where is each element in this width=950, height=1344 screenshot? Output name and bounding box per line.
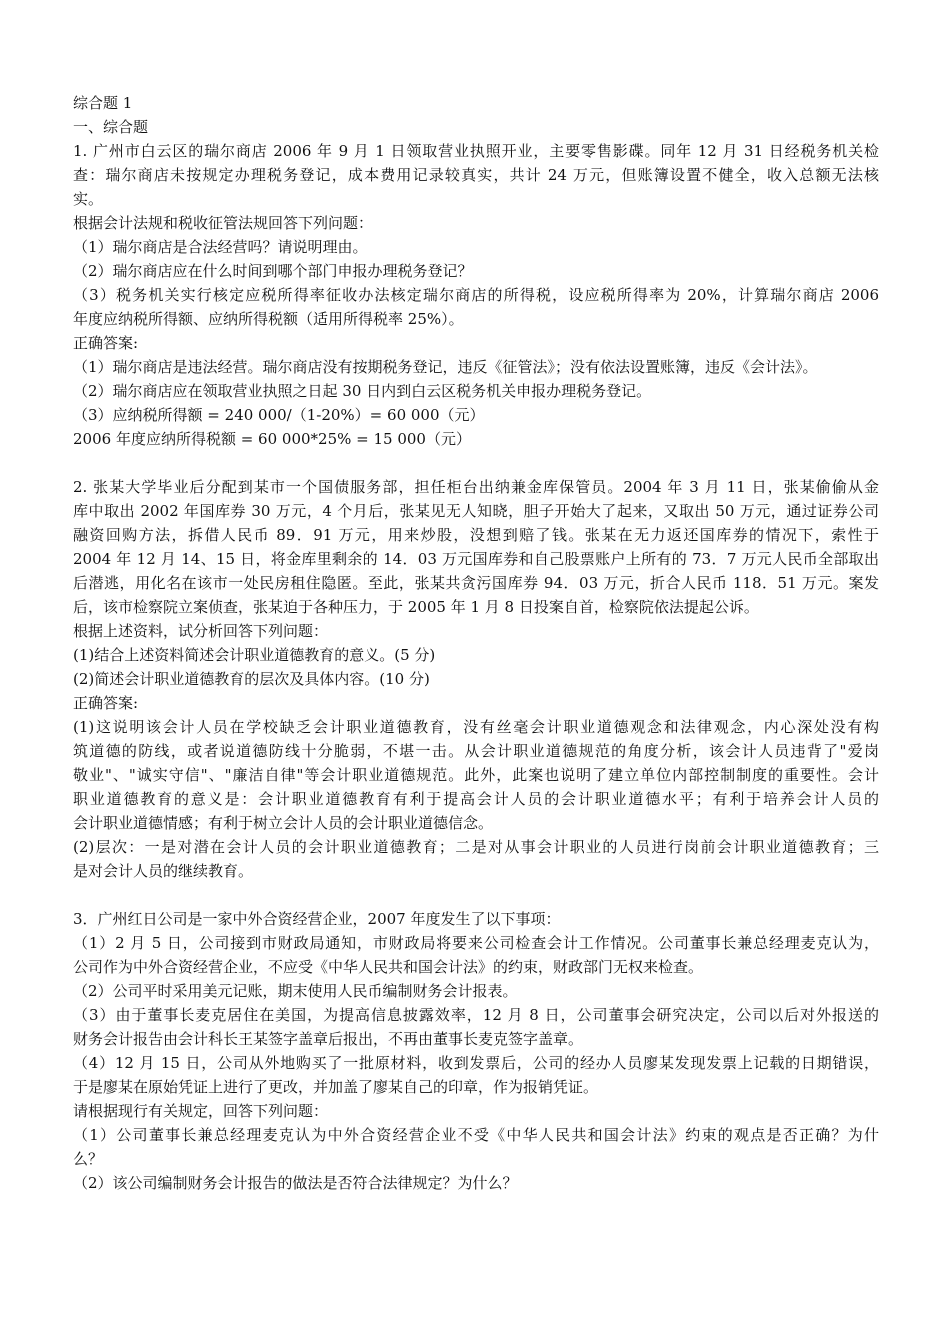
paragraph-line: 会计职业道德情感；有利于树立会计人员的会计职业道德信念。 (73, 814, 494, 832)
paragraph-line: 库中取出 2002 年国库券 30 万元，4 个月后，张某见无人知晓，胆子开始大了起来，又取出 50 万元，通过证券公司 (73, 502, 879, 520)
paragraph-line: 2004 年 12 月 14、15 日，将金库里剩余的 14．03 万元国库券和自己股票账户上所有的 73．7 万元人民币全部取出 (73, 550, 879, 568)
paragraph-line: 根据上述资料，试分析回答下列问题： (73, 622, 329, 640)
answer-label: 正确答案: (73, 334, 139, 352)
paragraph-line: 2006 年度应纳所得税额 = 60 000*25% = 15 000（元） (73, 430, 471, 448)
paragraph-line: 财务会计报告由会计科长王某签字盖章后报出，不再由董事长麦克签字盖章。 (73, 1030, 584, 1048)
paragraph-line: 请根据现行有关规定，回答下列问题： (73, 1102, 329, 1120)
paragraph-line: （2）瑞尔商店应在领取营业执照之日起 30 日内到白云区税务机关申报办理税务登记。 (73, 382, 652, 400)
question-1 (73, 139, 879, 451)
question-3 (73, 907, 879, 1195)
paragraph-line: （3）应纳税所得额 = 240 000/（1-20%）= 60 000（元） (73, 406, 485, 424)
paragraph-line: (1)结合上述资料简述会计职业道德教育的意义。(5 分) (73, 646, 436, 664)
paragraph-line: 是对会计人员的继续教育。 (73, 862, 254, 880)
paragraph-line: （2）瑞尔商店应在什么时间到哪个部门申报办理税务登记？ (73, 262, 473, 280)
paragraph-line: 查：瑞尔商店未按规定办理税务登记，成本费用记录较真实，共计 24 万元，但账簿设置不健全，收入总额无法核 (73, 166, 879, 184)
paragraph-line: 敬业"、"诚实守信"、"廉洁自律"等会计职业道德规范。此外，此案也说明了建立单位内部控制制度的重要性。会计 (73, 766, 879, 784)
paragraph-line: 于是廖某在原始凭证上进行了更改，并加盖了廖某自己的印章，作为报销凭证。 (73, 1078, 599, 1096)
paragraph-line: 根据会计法规和税收征管法规回答下列问题： (73, 214, 374, 232)
paragraph-line: （1）瑞尔商店是合法经营吗？请说明理由。 (73, 238, 368, 256)
paragraph-line: （3）由于董事长麦克居住在美国，为提高信息披露效率，12 月 8 日，公司董事会研究决定，公司以后对外报送的 (73, 1006, 879, 1024)
paragraph-line: 实。 (73, 190, 104, 208)
document-title: 综合题 1 (73, 94, 133, 112)
paragraph-line: 融资回购方法，拆借人民币 89．91 万元，用来炒股，没想到赔了钱。张某在无力返还国库券的情况下，索性于 (73, 526, 879, 544)
paragraph-line: (2)简述会计职业道德教育的层次及具体内容。(10 分) (73, 670, 430, 688)
blank-line (73, 451, 879, 475)
paragraph-line: （2）该公司编制财务会计报告的做法是否符合法律规定？为什么？ (73, 1174, 518, 1192)
question-2 (73, 475, 879, 883)
document-body (73, 91, 879, 1195)
paragraph-line: 筑道德的防线，或者说道德防线十分脆弱，不堪一击。从会计职业道德规范的角度分析，该会计人员违背了"爱岗 (73, 742, 879, 760)
answer-label: 正确答案: (73, 694, 139, 712)
section-heading: 一、综合题 (73, 118, 149, 136)
paragraph-line: 后潜逃，用化名在该市一处民房租住隐匿。至此，张某共贪污国库券 94．03 万元，折合人民币 118．51 万元。案发 (73, 574, 879, 592)
paragraph-line: 后，该市检察院立案侦查，张某迫于各种压力，于 2005 年 1 月 8 日投案自首，检察院依法提起公诉。 (73, 598, 759, 616)
paragraph-line: （1）2 月 5 日，公司接到市财政局通知，市财政局将要来公司检查会计工作情况。公司董事长兼总经理麦克认为， (73, 934, 879, 952)
paragraph-line: 1. 广州市白云区的瑞尔商店 2006 年 9 月 1 日领取营业执照开业，主要零售影碟。同年 12 月 31 日经税务机关检 (73, 142, 879, 160)
paragraph-line: 年度应纳税所得额、应纳所得税额（适用所得税率 25%）。 (73, 310, 464, 328)
paragraph-line: 么？ (73, 1150, 104, 1168)
paragraph-line: (2)层次：一是对潜在会计人员的会计职业道德教育；二是对从事会计职业的人员进行岗前会计职业道德教育；三 (73, 838, 879, 856)
paragraph-line: 职业道德教育的意义是：会计职业道德教育有利于提高会计人员的会计职业道德水平；有利于培养会计人员的 (73, 790, 879, 808)
paragraph-line: 2. 张某大学毕业后分配到某市一个国债服务部，担任柜台出纳兼金库保管员。2004 年 3 月 11 日，张某偷偷从金 (73, 478, 879, 496)
paragraph-line: （3）税务机关实行核定应税所得率征收办法核定瑞尔商店的所得税，设应税所得率为 20%，计算瑞尔商店 2006 (73, 286, 879, 304)
paragraph-line: 公司作为中外合资经营企业，不应受《中华人民共和国会计法》的约束，财政部门无权来检查。 (73, 958, 704, 976)
blank-line (73, 883, 879, 907)
paragraph-line: （4）12 月 15 日，公司从外地购买了一批原材料，收到发票后，公司的经办人员廖某发现发票上记载的日期错误， (73, 1054, 879, 1072)
paragraph-line: 3．广州红日公司是一家中外合资经营企业，2007 年度发生了以下事项： (73, 910, 561, 928)
paragraph-line: （1）公司董事长兼总经理麦克认为中外合资经营企业不受《中华人民共和国会计法》约束的观点是否正确？为什 (73, 1126, 879, 1144)
paragraph-line: (1)这说明该会计人员在学校缺乏会计职业道德教育，没有丝毫会计职业道德观念和法律观念，内心深处没有构 (73, 718, 879, 736)
paragraph-line: （1）瑞尔商店是违法经营。瑞尔商店没有按期税务登记，违反《征管法》；没有依法设置账簿，违反《会计法》。 (73, 358, 818, 376)
paragraph-line: （2）公司平时采用美元记账，期末使用人民币编制财务会计报表。 (73, 982, 518, 1000)
